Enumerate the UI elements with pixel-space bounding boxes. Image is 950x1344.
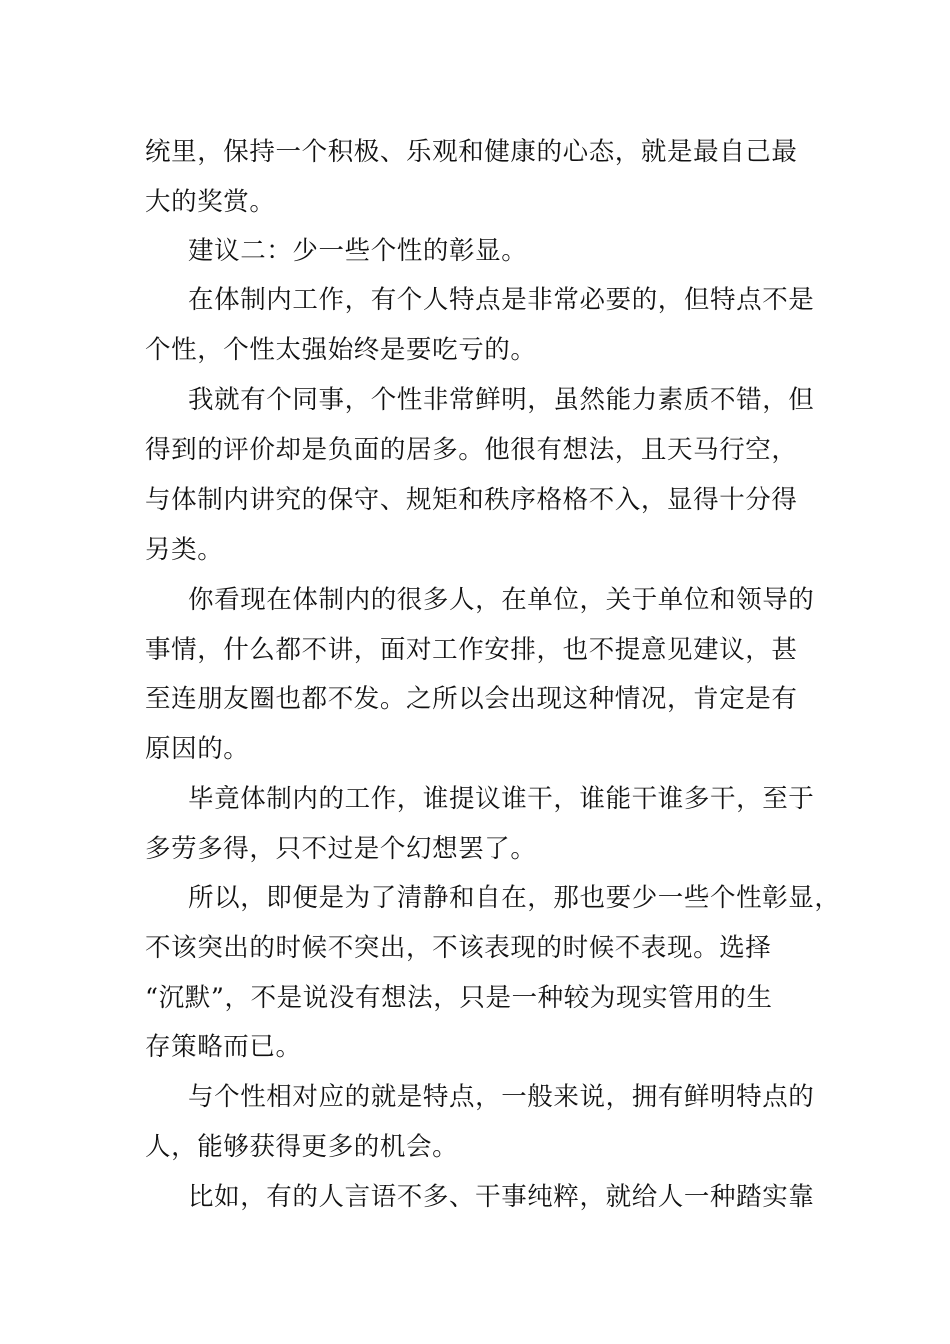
text-line: 不该突出的时候不突出，不该表现的时候不表现。选择 (145, 933, 772, 963)
text-line: 与个性相对应的就是特点，一般来说，拥有鲜明特点的 (188, 1082, 815, 1112)
text-line: 我就有个同事，个性非常鲜明，虽然能力素质不错，但 (188, 385, 815, 415)
text-line: 至连朋友圈也都不发。之所以会出现这种情况，肯定是有 (145, 684, 798, 714)
text-line: 你看现在体制内的很多人，在单位，关于单位和领导的 (188, 585, 815, 615)
text-line: 在体制内工作，有个人特点是非常必要的，但特点不是 (188, 285, 815, 315)
text-line: 人，能够获得更多的机会。 (145, 1132, 459, 1162)
text-line: 另类。 (145, 535, 224, 565)
text-line: 存策略而已。 (145, 1032, 302, 1062)
text-line: 比如，有的人言语不多、干事纯粹，就给人一种踏实靠 (188, 1182, 815, 1212)
text-line: 原因的。 (145, 734, 250, 764)
text-line: 毕竟体制内的工作，谁提议谁干，谁能干谁多干，至于 (188, 784, 815, 814)
section-heading: 建议二：少一些个性的彰显。 (188, 236, 528, 266)
text-line: 所以，即便是为了清静和自在，那也要少一些个性彰显， (188, 883, 841, 913)
text-line: 得到的评价却是负面的居多。他很有想法，且天马行空， (145, 435, 798, 465)
text-line: 与体制内讲究的保守、规矩和秩序格格不入，显得十分得 (145, 485, 798, 515)
text-line: 大的奖赏。 (145, 187, 276, 217)
text-line: “沉默”，不是说没有想法，只是一种较为现实管用的生 (145, 983, 773, 1013)
text-line: 统里，保持一个积极、乐观和健康的心态，就是最自己最 (145, 137, 798, 167)
text-line: 事情，什么都不讲，面对工作安排，也不提意见建议，甚 (145, 635, 798, 665)
text-line: 多劳多得，只不过是个幻想罢了。 (145, 834, 537, 864)
text-line: 个性，个性太强始终是要吃亏的。 (145, 335, 537, 365)
